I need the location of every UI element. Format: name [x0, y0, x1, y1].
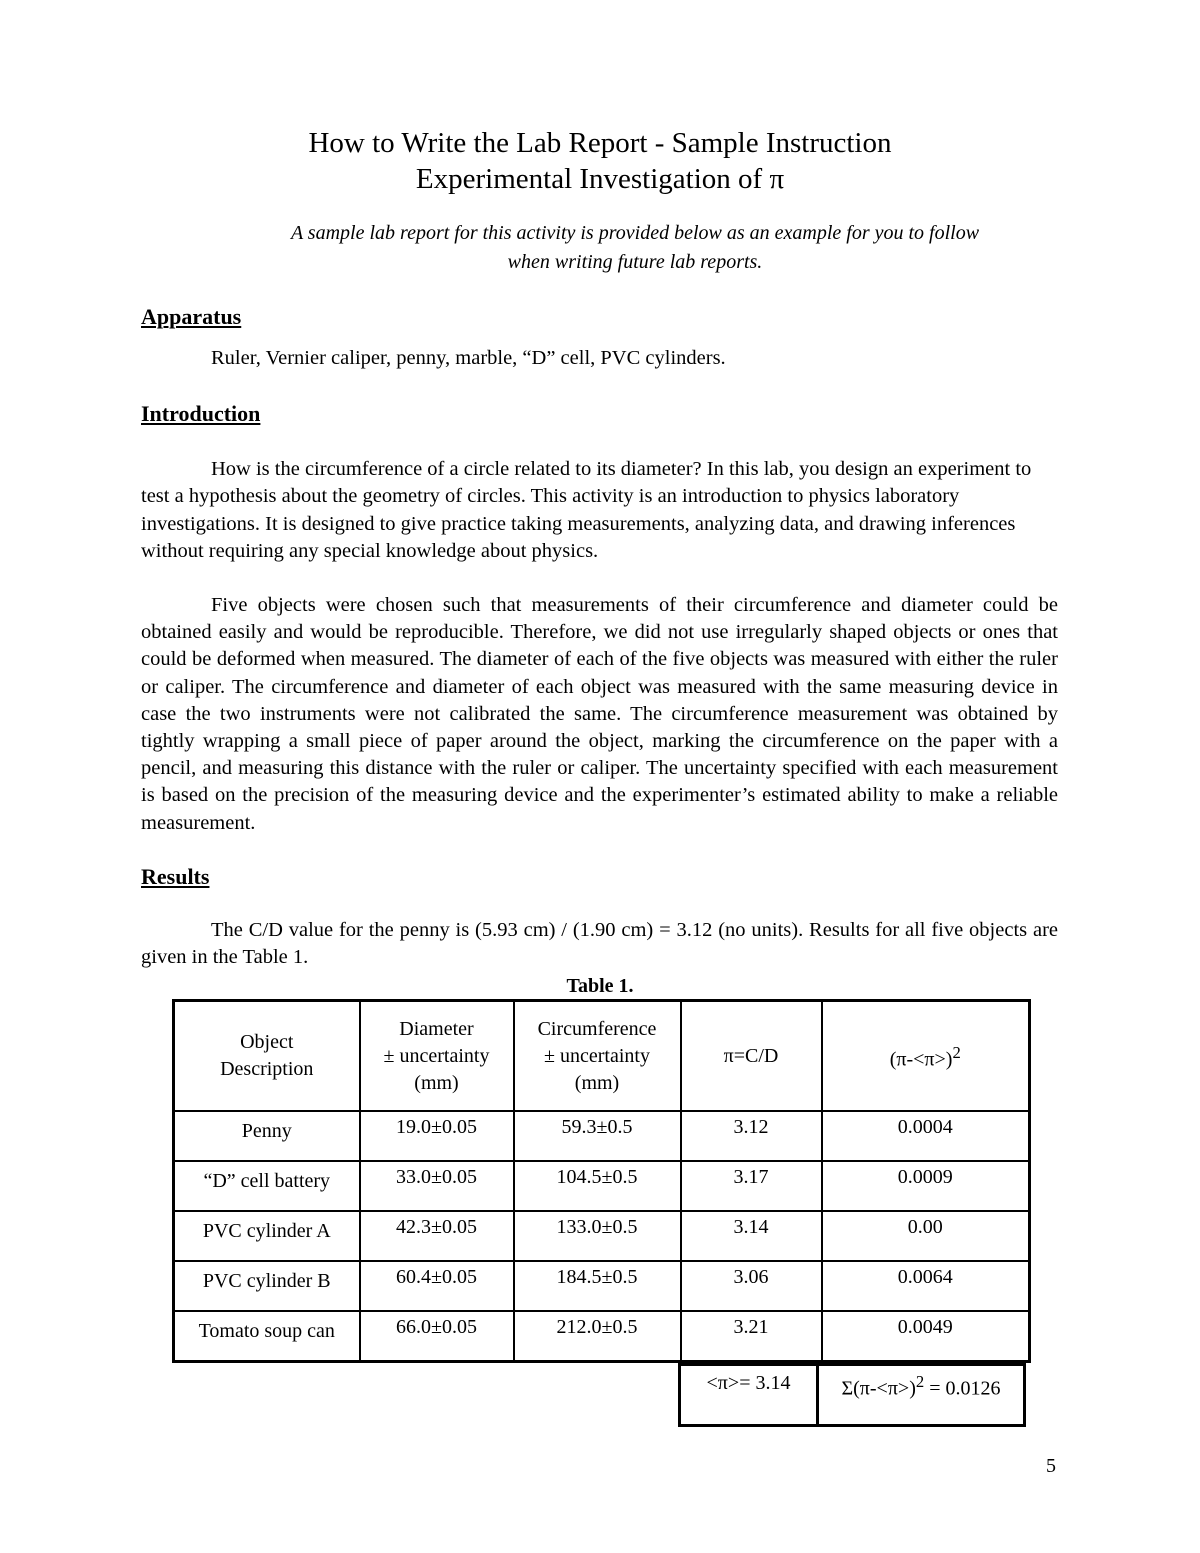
introduction-paragraph-2	[141, 592, 1058, 837]
deviation-cell: 0.0064	[822, 1261, 1030, 1311]
note-line-2: when writing future lab reports.	[507, 251, 763, 273]
table-row	[174, 1211, 1030, 1261]
circumference-cell: 59.3±0.5	[514, 1111, 681, 1161]
circumference-cell: 133.0±0.5	[514, 1211, 681, 1261]
results-heading: Results	[141, 863, 210, 889]
header-text: (mm)	[574, 1071, 620, 1094]
table-summary	[678, 1363, 1026, 1427]
title-line-2: Experimental Investigation of π	[415, 163, 785, 195]
diameter-cell: 33.0±0.05	[360, 1161, 514, 1211]
mean-pi: <π>= 3.14	[706, 1372, 791, 1395]
diameter-cell: 60.4±0.05	[360, 1261, 514, 1311]
circumference-cell: 104.5±0.5	[514, 1161, 681, 1211]
header-text: Description	[220, 1058, 314, 1081]
header-text: (mm)	[414, 1071, 459, 1094]
header-circumference	[514, 1001, 681, 1112]
deviation-cell: 0.00	[822, 1211, 1030, 1261]
object-cell: Penny	[174, 1111, 360, 1161]
table-row	[174, 1311, 1030, 1362]
object-cell: “D” cell battery	[174, 1161, 360, 1211]
pi-cell: 3.14	[681, 1211, 822, 1261]
page-number: 5	[1046, 1455, 1056, 1478]
title-line-1: How to Write the Lab Report - Sample Instruction	[308, 127, 892, 159]
sum-deviation-value: = 0.0126	[924, 1377, 1001, 1400]
introduction-p2-text: Five objects were chosen such that measurements of their circumference and diameter could be obtained easily and would be reproducible. Therefore, we did not use irregularly shaped objects or ones that could be deformed when measured. The diameter of each of the five objects was measured with either the ruler or caliper. The circumference and diameter of each object was measured with the same measuring device in case the two instruments were not calibrated the same. The circumference measurement was obtained by tightly wrapping a small piece of paper around the object, marking the circumference on the paper with a pencil, and measuring this distance with the ruler or caliper. The uncertainty specified with each measurement is based on the precision of the measuring device and the experimenter’s estimated ability to make a reliable measurement.	[141, 594, 1058, 834]
sum-exponent: 2	[915, 1372, 925, 1392]
header-text: Object	[240, 1031, 294, 1054]
deviation-cell: 0.0009	[822, 1161, 1030, 1211]
header-text: (π-<π>)	[889, 1048, 953, 1071]
apparatus-text: Ruler, Vernier caliper, penny, marble, “D” cell, PVC cylinders.	[211, 347, 726, 369]
mean-pi-cell	[680, 1365, 818, 1426]
sum-deviation-cell	[818, 1365, 1025, 1426]
diameter-cell: 19.0±0.05	[360, 1111, 514, 1161]
diameter-cell: 42.3±0.05	[360, 1211, 514, 1261]
header-text: ± uncertainty	[544, 1044, 650, 1067]
header-text: Circumference	[537, 1017, 657, 1040]
introduction-paragraph-1	[141, 456, 1058, 565]
table-caption: Table 1.	[566, 975, 634, 998]
document-title	[0, 125, 1200, 197]
pi-cell: 3.21	[681, 1311, 822, 1362]
table-row	[174, 1261, 1030, 1311]
table-header-row	[174, 1001, 1030, 1112]
results-text: The C/D value for the penny is (5.93 cm) / (1.90 cm) = 3.12 (no units). Results for all five objects are given in the Table 1.	[141, 918, 1058, 969]
table-row	[174, 1161, 1030, 1211]
circumference-cell: 184.5±0.5	[514, 1261, 681, 1311]
circumference-cell: 212.0±0.5	[514, 1311, 681, 1362]
results-paragraph	[141, 917, 1058, 971]
pi-cell: 3.06	[681, 1261, 822, 1311]
note-line-1: A sample lab report for this activity is provided below as an example for you to follow	[290, 222, 980, 244]
pi-cell: 3.12	[681, 1111, 822, 1161]
table-row	[174, 1111, 1030, 1161]
apparatus-heading: Apparatus	[141, 304, 242, 329]
object-cell: PVC cylinder B	[174, 1261, 360, 1311]
intro-note	[200, 219, 1070, 277]
header-text: ± uncertainty	[383, 1044, 490, 1067]
deviation-cell: 0.0004	[822, 1111, 1030, 1161]
diameter-cell: 66.0±0.05	[360, 1311, 514, 1362]
header-deviation	[822, 1001, 1030, 1112]
deviation-cell: 0.0049	[822, 1311, 1030, 1362]
header-object	[174, 1001, 360, 1112]
introduction-p1-text: How is the circumference of a circle related to its diameter? In this lab, you design an experiment to test a hypothesis about the geometry of circles. This activity is an introduction to physics laboratory investigations. It is designed to give practice taking measurements, analyzing data, and drawing inferences without requiring any special knowledge about physics.	[141, 458, 1032, 562]
sum-deviation-label: Σ(π-<π>)	[841, 1377, 916, 1400]
header-pi	[681, 1001, 822, 1112]
results-table	[172, 999, 1031, 1363]
pi-cell: 3.17	[681, 1161, 822, 1211]
header-text: Diameter	[399, 1017, 474, 1040]
header-diameter	[360, 1001, 514, 1112]
introduction-heading: Introduction	[141, 401, 261, 427]
header-exponent: 2	[952, 1042, 961, 1062]
object-cell: Tomato soup can	[174, 1311, 360, 1362]
header-text: π=C/D	[723, 1044, 779, 1067]
object-cell: PVC cylinder A	[174, 1211, 360, 1261]
